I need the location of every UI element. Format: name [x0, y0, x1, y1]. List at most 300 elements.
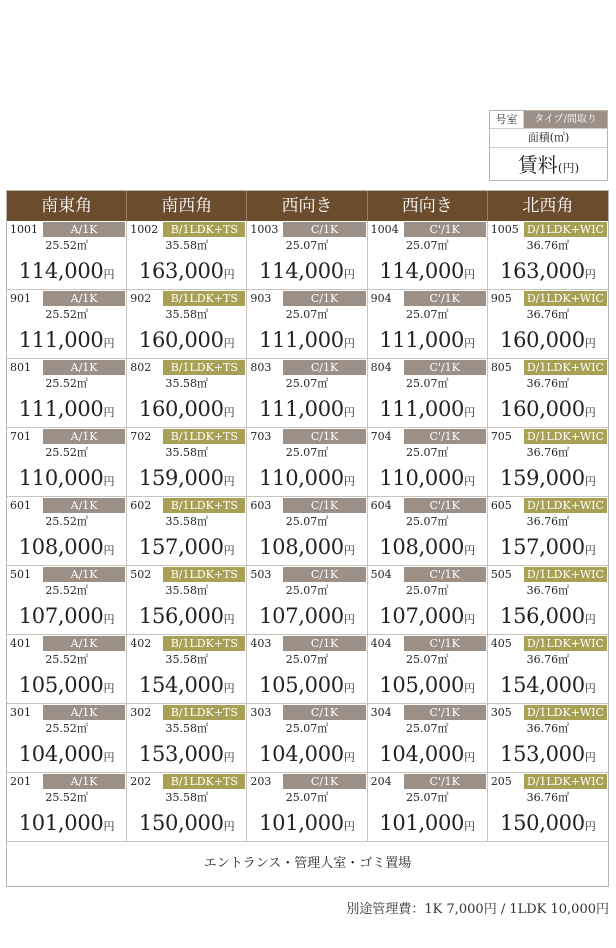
unit-rent-value: 154,000 [138, 673, 224, 697]
unit-area: 25.52㎡ [45, 722, 88, 735]
unit-rent-value: 105,000 [379, 673, 465, 697]
unit-area: 25.52㎡ [45, 377, 88, 390]
unit-header [7, 774, 126, 789]
unit-header [488, 291, 608, 306]
unit-rent [247, 323, 366, 357]
unit-number: 1005 [490, 223, 519, 236]
unit-area: 25.07㎡ [405, 722, 449, 735]
unit-rent-yen: 円 [103, 544, 115, 557]
unit-rent-yen: 円 [103, 475, 115, 488]
unit-rent-value: 110,000 [18, 466, 104, 490]
unit-number: 404 [370, 637, 392, 650]
unit-type: D/1LDK+WIC [524, 705, 607, 720]
floors-container [7, 221, 608, 842]
floor-row [7, 428, 608, 497]
unit-rent-yen: 円 [343, 682, 355, 695]
unit-area: 25.07㎡ [405, 584, 449, 597]
unit-area: 35.58㎡ [165, 515, 209, 528]
unit-header [127, 222, 246, 237]
unit-rent-yen: 円 [464, 475, 476, 488]
unit-number: 702 [130, 430, 152, 443]
unit-type: B/1LDK+TS [163, 567, 245, 582]
unit-type: C/1K [283, 429, 365, 444]
unit-number: 904 [370, 292, 392, 305]
unit-rent [488, 737, 608, 771]
unit-type: A/1K [43, 360, 125, 375]
unit-type: C/1K [283, 636, 365, 651]
unit-header [7, 291, 126, 306]
unit-header [247, 498, 366, 513]
unit-type: D/1LDK+WIC [524, 222, 607, 237]
unit-rent-value: 150,000 [500, 811, 585, 835]
unit-rent-value: 108,000 [379, 535, 465, 559]
unit-number: 605 [490, 499, 512, 512]
unit-area: 25.52㎡ [45, 515, 88, 528]
unit-cell [488, 221, 608, 290]
unit-type: A/1K [43, 705, 125, 720]
unit-cell [7, 221, 127, 290]
unit-cell [488, 773, 608, 842]
unit-rent-yen: 円 [584, 820, 596, 833]
unit-cell [7, 290, 127, 359]
unit-cell [7, 497, 127, 566]
legend-type: タイプ/間取り [524, 111, 607, 128]
unit-cell [127, 359, 247, 428]
floor-row [7, 566, 608, 635]
unit-rent-yen: 円 [584, 613, 596, 626]
unit-number: 202 [130, 775, 152, 788]
unit-type: C'/1K [404, 222, 486, 237]
unit-header [368, 705, 487, 720]
unit-rent-yen: 円 [223, 613, 235, 626]
unit-type: C'/1K [404, 774, 486, 789]
unit-header [7, 567, 126, 582]
unit-number: 505 [490, 568, 512, 581]
unit-rent-yen: 円 [584, 406, 596, 419]
unit-number: 1003 [250, 223, 279, 236]
unit-rent-value: 163,000 [138, 259, 224, 283]
unit-header [368, 636, 487, 651]
unit-area: 25.07㎡ [405, 308, 449, 321]
unit-area: 25.07㎡ [405, 239, 449, 252]
unit-number: 601 [10, 499, 31, 512]
unit-cell [368, 359, 488, 428]
unit-rent-yen: 円 [464, 613, 476, 626]
unit-number: 402 [130, 637, 152, 650]
unit-rent-value: 157,000 [138, 535, 224, 559]
legend-room-no: 号室 [490, 111, 524, 128]
unit-header [368, 498, 487, 513]
unit-rent-yen: 円 [343, 820, 355, 833]
unit-number: 305 [490, 706, 512, 719]
unit-rent-yen: 円 [103, 268, 115, 281]
unit-header [7, 222, 126, 237]
floor-row [7, 221, 608, 290]
unit-rent-value: 105,000 [259, 673, 344, 697]
legend-box [489, 110, 608, 181]
unit-rent [488, 392, 608, 426]
unit-rent-yen: 円 [464, 544, 476, 557]
unit-rent [7, 668, 126, 702]
unit-number: 703 [250, 430, 272, 443]
unit-rent-value: 104,000 [259, 742, 344, 766]
unit-cell [127, 221, 247, 290]
unit-rent-yen: 円 [343, 268, 355, 281]
unit-type: C/1K [283, 498, 365, 513]
unit-number: 303 [250, 706, 272, 719]
unit-area: 35.58㎡ [165, 308, 209, 321]
unit-area: 25.07㎡ [285, 377, 329, 390]
unit-number: 201 [10, 775, 31, 788]
unit-type: C/1K [283, 360, 365, 375]
unit-cell [488, 428, 608, 497]
unit-area: 25.07㎡ [285, 653, 329, 666]
unit-rent-value: 105,000 [18, 673, 104, 697]
unit-area: 25.07㎡ [285, 239, 329, 252]
unit-rent-value: 104,000 [379, 742, 465, 766]
unit-rent [368, 737, 487, 771]
unit-type: C/1K [283, 222, 365, 237]
unit-rent-yen: 円 [103, 820, 115, 833]
unit-rent-yen: 円 [464, 337, 476, 350]
unit-cell [127, 428, 247, 497]
unit-type: C'/1K [404, 705, 486, 720]
unit-rent-yen: 円 [223, 406, 235, 419]
unit-cell [247, 221, 367, 290]
unit-area: 25.07㎡ [405, 515, 449, 528]
unit-header [127, 567, 246, 582]
unit-cell [127, 497, 247, 566]
unit-area: 25.07㎡ [285, 515, 329, 528]
unit-rent-yen: 円 [343, 613, 355, 626]
unit-header [368, 567, 487, 582]
unit-rent-yen: 円 [103, 682, 115, 695]
unit-rent-value: 153,000 [500, 742, 585, 766]
unit-header [368, 429, 487, 444]
unit-number: 905 [490, 292, 512, 305]
unit-rent [247, 461, 366, 495]
unit-rent [127, 530, 246, 564]
unit-cell [488, 359, 608, 428]
unit-rent-value: 156,000 [138, 604, 224, 628]
unit-rent-value: 150,000 [138, 811, 224, 835]
unit-header [368, 360, 487, 375]
unit-rent-value: 111,000 [18, 328, 104, 352]
unit-header [127, 291, 246, 306]
unit-rent [127, 392, 246, 426]
unit-area: 25.52㎡ [45, 239, 88, 252]
unit-header [488, 360, 608, 375]
unit-rent-yen: 円 [223, 337, 235, 350]
unit-cell [488, 290, 608, 359]
unit-area: 35.58㎡ [165, 653, 209, 666]
unit-rent-yen: 円 [343, 751, 355, 764]
unit-header [368, 774, 487, 789]
unit-number: 205 [490, 775, 512, 788]
unit-number: 802 [130, 361, 152, 374]
unit-rent [247, 599, 366, 633]
unit-number: 902 [130, 292, 152, 305]
unit-header [247, 636, 366, 651]
unit-area: 36.76㎡ [526, 377, 570, 390]
unit-cell [247, 566, 367, 635]
unit-cell [7, 704, 127, 773]
legend-rent-unit: (円) [557, 161, 580, 175]
unit-rent-value: 111,000 [259, 328, 344, 352]
unit-number: 503 [250, 568, 272, 581]
unit-rent [247, 392, 366, 426]
unit-rent-value: 111,000 [379, 328, 465, 352]
column-header: 南東角 [7, 191, 127, 221]
unit-number: 804 [370, 361, 392, 374]
unit-area: 25.52㎡ [45, 653, 88, 666]
unit-rent [488, 806, 608, 840]
unit-rent-yen: 円 [223, 544, 235, 557]
unit-rent-value: 101,000 [259, 811, 344, 835]
unit-type: C'/1K [404, 360, 486, 375]
unit-rent-yen: 円 [343, 406, 355, 419]
unit-rent-value: 160,000 [500, 397, 585, 421]
unit-area: 35.58㎡ [165, 722, 209, 735]
legend-rent [490, 148, 607, 182]
unit-rent [7, 323, 126, 357]
unit-number: 301 [10, 706, 31, 719]
unit-rent-yen: 円 [103, 613, 115, 626]
unit-area: 35.58㎡ [165, 377, 209, 390]
unit-area: 36.76㎡ [526, 584, 570, 597]
unit-header [488, 705, 608, 720]
unit-cell [247, 635, 367, 704]
unit-area: 25.07㎡ [405, 446, 449, 459]
unit-cell [368, 428, 488, 497]
floor-row [7, 497, 608, 566]
unit-type: B/1LDK+TS [163, 360, 245, 375]
unit-type: C'/1K [404, 291, 486, 306]
unit-cell [488, 704, 608, 773]
unit-header [368, 291, 487, 306]
unit-rent-yen: 円 [103, 337, 115, 350]
unit-type: C/1K [283, 774, 365, 789]
ground-floor-facilities: エントランス・管理人室・ゴミ置場 [203, 856, 412, 871]
unit-rent-yen: 円 [223, 751, 235, 764]
unit-rent [7, 737, 126, 771]
unit-type: A/1K [43, 498, 125, 513]
management-fee-note: 別途管理費：1K 7,000円 / 1LDK 10,000円 [346, 902, 609, 917]
unit-cell [247, 290, 367, 359]
floor-row [7, 704, 608, 773]
unit-rent-value: 114,000 [259, 259, 344, 283]
unit-type: B/1LDK+TS [163, 291, 245, 306]
unit-type: B/1LDK+TS [163, 705, 245, 720]
unit-rent [488, 254, 608, 288]
unit-number: 203 [250, 775, 272, 788]
unit-number: 403 [250, 637, 272, 650]
legend-rent-label: 賃料 [517, 153, 558, 177]
unit-rent-yen: 円 [223, 475, 235, 488]
unit-rent-yen: 円 [464, 820, 476, 833]
unit-type: D/1LDK+WIC [524, 498, 607, 513]
column-header: 西向き [247, 191, 367, 221]
unit-type: A/1K [43, 567, 125, 582]
unit-cell [368, 221, 488, 290]
unit-header [247, 429, 366, 444]
unit-area: 35.58㎡ [165, 446, 209, 459]
unit-area: 25.07㎡ [285, 446, 329, 459]
unit-cell [127, 290, 247, 359]
unit-rent-value: 159,000 [138, 466, 224, 490]
unit-area: 25.52㎡ [45, 584, 88, 597]
unit-header [127, 774, 246, 789]
floor-row [7, 359, 608, 428]
unit-cell [488, 566, 608, 635]
unit-header [488, 498, 608, 513]
unit-header [7, 360, 126, 375]
unit-rent [368, 806, 487, 840]
unit-rent-yen: 円 [584, 682, 596, 695]
unit-rent-yen: 円 [343, 544, 355, 557]
unit-area: 35.58㎡ [165, 239, 209, 252]
unit-header [488, 567, 608, 582]
unit-rent-yen: 円 [464, 751, 476, 764]
unit-rent [247, 737, 366, 771]
unit-header [488, 222, 608, 237]
unit-rent-value: 154,000 [500, 673, 585, 697]
unit-cell [247, 704, 367, 773]
unit-header [7, 705, 126, 720]
unit-cell [7, 359, 127, 428]
unit-number: 903 [250, 292, 272, 305]
unit-type: C/1K [283, 567, 365, 582]
unit-header [7, 429, 126, 444]
unit-type: A/1K [43, 429, 125, 444]
legend-area: 面積(㎡) [490, 129, 607, 148]
unit-area: 36.76㎡ [526, 446, 570, 459]
unit-area: 36.76㎡ [526, 791, 570, 804]
floor-row [7, 290, 608, 359]
unit-rent-value: 153,000 [138, 742, 224, 766]
legend-row-room-type [490, 111, 607, 129]
unit-number: 603 [250, 499, 272, 512]
unit-rent-value: 160,000 [500, 328, 585, 352]
unit-area: 36.76㎡ [526, 239, 570, 252]
unit-rent-yen: 円 [584, 751, 596, 764]
unit-rent-value: 110,000 [379, 466, 465, 490]
unit-header [247, 360, 366, 375]
unit-header [127, 705, 246, 720]
unit-number: 704 [370, 430, 392, 443]
unit-type: D/1LDK+WIC [524, 360, 607, 375]
unit-rent-yen: 円 [223, 268, 235, 281]
unit-rent [127, 461, 246, 495]
column-header: 西向き [368, 191, 488, 221]
unit-rent-yen: 円 [343, 475, 355, 488]
unit-number: 1004 [370, 223, 399, 236]
unit-cell [368, 635, 488, 704]
unit-area: 36.76㎡ [526, 308, 570, 321]
unit-number: 304 [370, 706, 392, 719]
unit-type: D/1LDK+WIC [524, 291, 607, 306]
unit-rent-value: 107,000 [18, 604, 104, 628]
unit-rent [127, 599, 246, 633]
unit-rent-yen: 円 [223, 682, 235, 695]
unit-rent-yen: 円 [464, 406, 476, 419]
unit-rent-value: 101,000 [18, 811, 104, 835]
unit-type: D/1LDK+WIC [524, 567, 607, 582]
unit-rent [127, 737, 246, 771]
unit-rent [7, 254, 126, 288]
unit-rent [488, 461, 608, 495]
unit-cell [247, 497, 367, 566]
unit-cell [127, 635, 247, 704]
unit-rent [127, 806, 246, 840]
unit-rent [247, 806, 366, 840]
unit-area: 36.76㎡ [526, 515, 570, 528]
unit-type: C/1K [283, 705, 365, 720]
unit-number: 405 [490, 637, 512, 650]
unit-header [127, 360, 246, 375]
unit-rent [127, 254, 246, 288]
unit-header [488, 636, 608, 651]
unit-number: 502 [130, 568, 152, 581]
unit-rent-yen: 円 [464, 268, 476, 281]
unit-rent-value: 101,000 [379, 811, 465, 835]
unit-cell [488, 497, 608, 566]
unit-cell [368, 773, 488, 842]
unit-rent [7, 530, 126, 564]
unit-number: 803 [250, 361, 272, 374]
unit-cell [247, 773, 367, 842]
unit-number: 602 [130, 499, 152, 512]
unit-area: 35.58㎡ [165, 584, 209, 597]
unit-number: 1001 [10, 223, 38, 236]
unit-rent-value: 108,000 [259, 535, 344, 559]
unit-type: C/1K [283, 291, 365, 306]
unit-type: B/1LDK+TS [163, 222, 245, 237]
column-header: 南西角 [127, 191, 247, 221]
unit-type: B/1LDK+TS [163, 498, 245, 513]
unit-area: 25.07㎡ [405, 791, 449, 804]
rent-table [6, 190, 609, 887]
unit-number: 901 [10, 292, 31, 305]
unit-cell [7, 773, 127, 842]
unit-number: 204 [370, 775, 392, 788]
unit-type: B/1LDK+TS [163, 774, 245, 789]
unit-area: 25.07㎡ [405, 653, 449, 666]
unit-rent [368, 254, 487, 288]
unit-rent-value: 111,000 [18, 397, 104, 421]
unit-rent-value: 111,000 [379, 397, 465, 421]
unit-rent [247, 668, 366, 702]
unit-area: 25.07㎡ [405, 377, 449, 390]
unit-header [7, 498, 126, 513]
unit-cell [368, 290, 488, 359]
unit-rent-yen: 円 [343, 337, 355, 350]
unit-rent [368, 530, 487, 564]
unit-rent-value: 108,000 [18, 535, 104, 559]
unit-cell [127, 704, 247, 773]
unit-area: 36.76㎡ [526, 722, 570, 735]
unit-header [368, 222, 487, 237]
unit-rent-value: 107,000 [379, 604, 465, 628]
unit-type: C'/1K [404, 498, 486, 513]
orientation-header-row [7, 191, 608, 221]
unit-header [7, 636, 126, 651]
unit-rent [368, 323, 487, 357]
unit-rent-value: 114,000 [379, 259, 465, 283]
unit-area: 36.76㎡ [526, 653, 570, 666]
unit-cell [127, 566, 247, 635]
unit-rent-yen: 円 [584, 544, 596, 557]
